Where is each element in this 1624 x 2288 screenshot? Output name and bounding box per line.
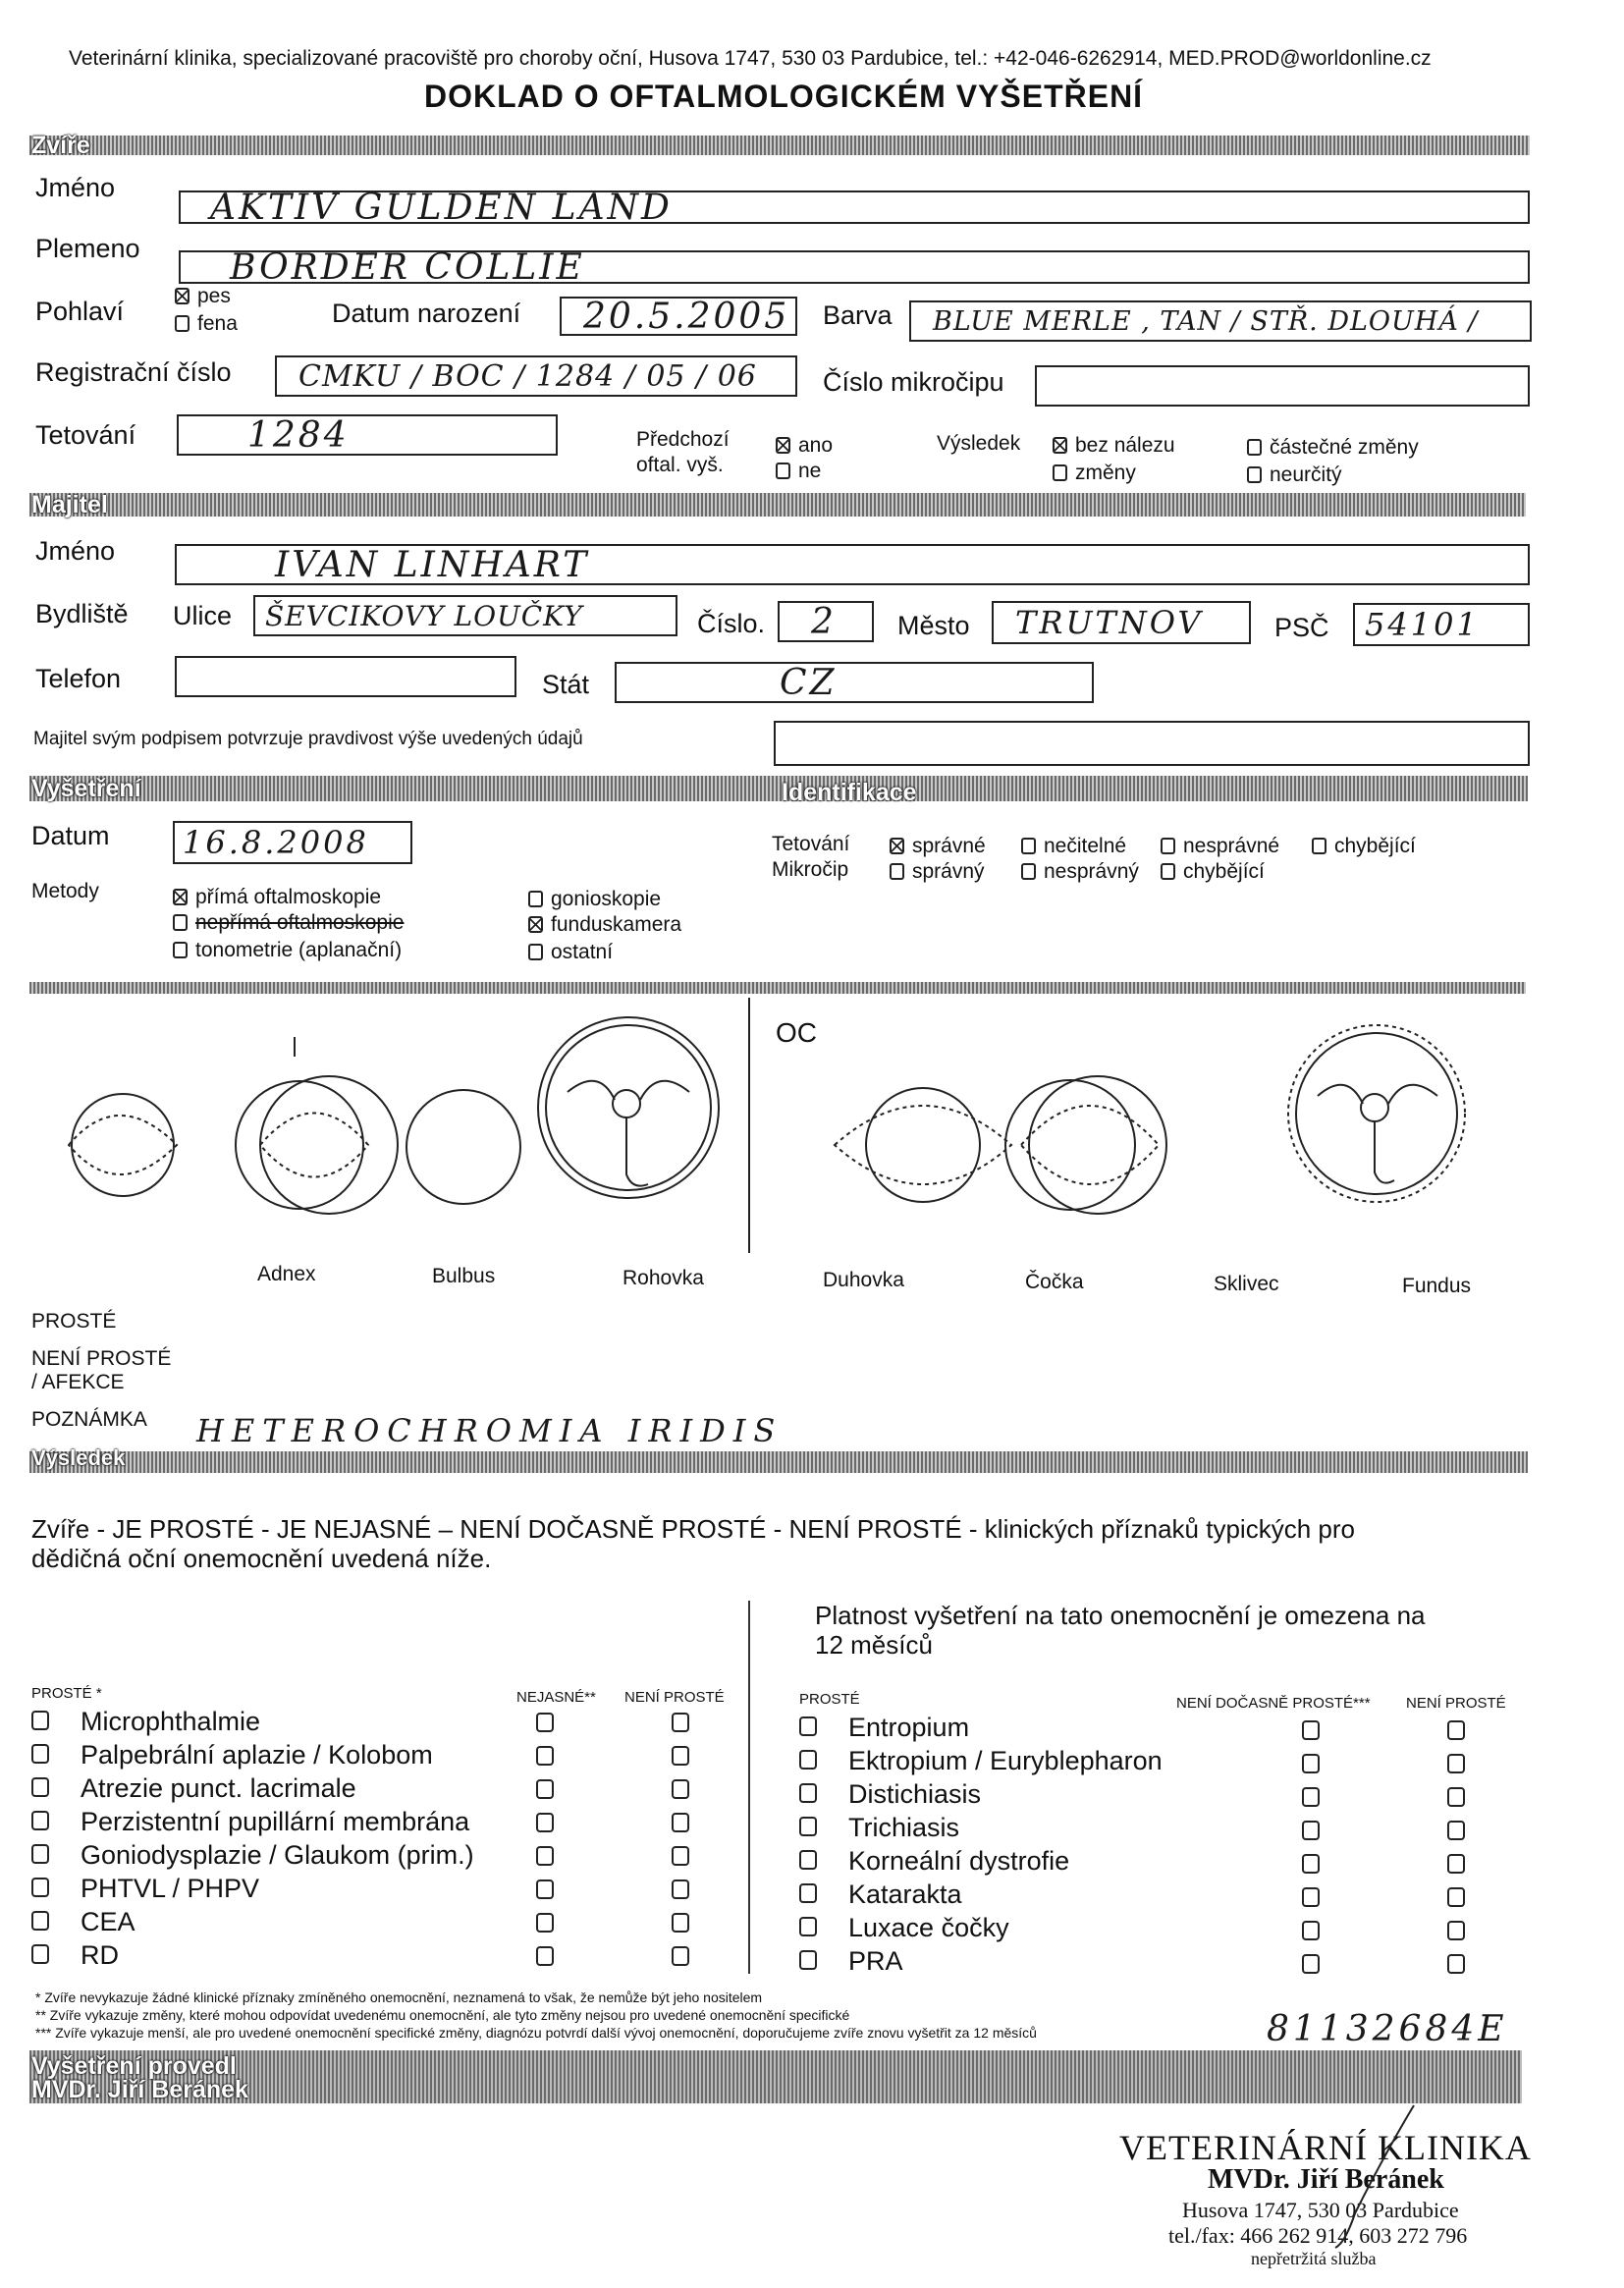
method-other[interactable] (528, 941, 613, 964)
method-tonometry[interactable] (173, 939, 402, 962)
right-fundus-vessels (1318, 1085, 1437, 1183)
rd3-temp[interactable] (1302, 1821, 1320, 1840)
method-direct[interactable] (173, 886, 381, 909)
zip-field[interactable] (1353, 603, 1530, 646)
left-fundus-circle-inner (546, 1025, 711, 1190)
state-field[interactable] (615, 662, 1094, 703)
part-vitreous: Sklivec (1214, 1273, 1279, 1295)
part-fundus: Fundus (1402, 1275, 1472, 1297)
sex-male-option[interactable] (175, 285, 231, 308)
owner-name-label: Jméno (35, 536, 116, 566)
rd5-temp[interactable] (1302, 1887, 1320, 1907)
eye-side-label: OC (776, 1017, 817, 1048)
footnote-1-mark: * (35, 1989, 41, 2005)
ld7-free[interactable] (31, 1944, 49, 1964)
method-funduscamera-text: funduskamera (551, 913, 682, 936)
id-chip-incorrect[interactable] (1021, 860, 1139, 884)
ld3-label: Perzistentní pupillární membrána (81, 1807, 470, 1836)
owner-name-field[interactable] (175, 544, 1530, 585)
result-sentence-1: Zvíře - JE PROSTÉ - JE NEJASNÉ – NENÍ DOČASNĚ PROSTÉ - NENÍ PROSTÉ - klinických příznaků typických pro (31, 1514, 1355, 1544)
rd1-temp[interactable] (1302, 1754, 1320, 1773)
id-tattoo-correct[interactable] (890, 835, 986, 858)
id-chip-label: Mikročip (772, 858, 849, 881)
street-label: Ulice (173, 601, 233, 630)
ld0-unclear[interactable] (536, 1713, 554, 1732)
id-chip-correct[interactable] (890, 860, 985, 884)
rd2-notfree[interactable] (1447, 1787, 1465, 1807)
sex-male-checkbox[interactable] (175, 288, 189, 304)
prev-exam-no-text: ne (798, 460, 822, 482)
method-funduscamera-checkbox[interactable] (528, 916, 543, 933)
id-chip-incorrect-text: nesprávný (1044, 860, 1139, 883)
id-tattoo-missing-checkbox[interactable] (1312, 838, 1326, 854)
clinic-header-line: Veterinární klinika, specializované pracoviště pro choroby oční, Husova 1747, 530 03 Pardubice, tel.: +42-046-6262914, MED.PROD@worldonline.cz (69, 47, 1432, 70)
footnote-2-text: Zvíře vykazuje změny, které mohou odpovídat uvedenému onemocnění, ale tyto změny nejsou pro uvedené onemocnění specifické (49, 2007, 850, 2023)
res-changes-option[interactable] (1053, 462, 1136, 485)
footnote-1-text: Zvíře nevykazuje žádné klinické příznaky zmíněného onemocnění, neznamená to však, že nemůže být jeho nositelem (44, 1989, 763, 2005)
res-none-checkbox[interactable] (1053, 437, 1067, 454)
page-title: DOKLAD O OFTALMOLOGICKÉM VYŠETŘENÍ (424, 79, 1144, 114)
ld0-notfree[interactable] (672, 1713, 689, 1732)
footnote-3 (35, 2025, 1037, 2041)
rd0-label: Entropium (848, 1713, 970, 1742)
method-direct-text: přímá oftalmoskopie (195, 886, 382, 908)
rd5-free[interactable] (799, 1883, 817, 1903)
section-band-exam (29, 775, 1528, 806)
section-band-examiner (29, 2050, 1522, 2103)
id-chip-correct-text: správný (912, 860, 985, 883)
left-eye-diagram (69, 1017, 719, 1214)
document-number: 81132684E (1267, 2009, 1508, 2049)
ld1-notfree[interactable] (672, 1746, 689, 1766)
section-label-animal: Zvíře (31, 132, 90, 159)
sex-label: Pohlaví (35, 297, 125, 326)
stamp-line-4: tel./fax: 466 262 914, 603 272 796 (1168, 2223, 1468, 2248)
method-indirect[interactable] (173, 911, 404, 935)
section-label-result: Výsledek (31, 1445, 126, 1470)
left-adnex-circle (72, 1094, 174, 1196)
ld6-label: CEA (81, 1907, 135, 1936)
id-tattoo-missing-text: chybějící (1334, 835, 1416, 857)
tattoo-value: 1284 (247, 414, 350, 456)
ld6-free[interactable] (31, 1911, 49, 1931)
section-label-exam: Vyšetření (31, 775, 141, 802)
city-field[interactable] (992, 601, 1251, 644)
ld4-free[interactable] (31, 1844, 49, 1864)
sex-female-text: fena (197, 312, 238, 335)
rd4-label: Korneální dystrofie (848, 1846, 1070, 1876)
id-tattoo-missing[interactable] (1312, 835, 1416, 858)
left-header-notfree: NENÍ PROSTÉ (624, 1689, 725, 1706)
res-changes-checkbox[interactable] (1053, 464, 1067, 481)
method-gonioscopy-text: gonioskopie (551, 888, 662, 910)
color-field[interactable] (909, 300, 1532, 342)
rd7-temp[interactable] (1302, 1954, 1320, 1974)
ld3-notfree[interactable] (672, 1813, 689, 1832)
ld2-label: Atrezie punct. lacrimale (81, 1773, 356, 1803)
prev-exam-no-checkbox[interactable] (776, 463, 790, 479)
number-field[interactable] (778, 601, 874, 642)
street-value: ŠEVCIKOVY LOUČKY (265, 599, 583, 632)
section-band-animal (29, 132, 1530, 159)
res-partial-checkbox[interactable] (1247, 439, 1262, 456)
method-indirect-text: nepřímá oftalmoskopie (195, 911, 405, 934)
method-funduscamera[interactable] (528, 913, 681, 937)
id-chip-missing-checkbox[interactable] (1161, 863, 1175, 880)
method-tonometry-checkbox[interactable] (173, 942, 188, 958)
rd3-notfree[interactable] (1447, 1821, 1465, 1840)
ld4-notfree[interactable] (672, 1846, 689, 1866)
ld2-notfree[interactable] (672, 1779, 689, 1799)
city-value: TRUTNOV (1015, 604, 1204, 641)
state-value: CZ (780, 662, 838, 703)
zip-value: 54101 (1365, 606, 1480, 643)
ld1-free[interactable] (31, 1744, 49, 1764)
rd6-free[interactable] (799, 1917, 817, 1936)
method-tonometry-text: tonometrie (aplanační) (195, 939, 403, 961)
id-chip-missing[interactable] (1161, 860, 1265, 884)
rd6-notfree[interactable] (1447, 1921, 1465, 1940)
number-label: Číslo. (697, 609, 766, 638)
part-bulbus: Bulbus (432, 1265, 496, 1287)
breed-value: BORDER COLLIE (230, 246, 585, 288)
part-adnex: Adnex (257, 1263, 316, 1285)
prev-exam-label-2: oftal. vyš. (636, 454, 724, 476)
ld7-notfree[interactable] (672, 1946, 689, 1966)
owner-confirm-text: Majitel svým podpisem potvrzuje pravdivost výše uvedených údajů (33, 729, 583, 749)
ld5-unclear[interactable] (536, 1879, 554, 1899)
dob-field[interactable] (560, 297, 797, 336)
section-label-owner: Majitel (31, 491, 108, 518)
left-fundus-circle (538, 1017, 719, 1198)
ld2-free[interactable] (31, 1777, 49, 1797)
ld6-notfree[interactable] (672, 1913, 689, 1933)
footnote-2 (35, 2007, 849, 2023)
prev-exam-yes[interactable] (776, 434, 833, 458)
ld7-label: RD (81, 1940, 119, 1970)
sex-female-option[interactable] (175, 312, 238, 336)
id-chip-correct-checkbox[interactable] (890, 863, 904, 880)
owner-signature-field[interactable] (774, 721, 1530, 766)
right-header-temp: NENÍ DOČASNĚ PROSTÉ*** (1176, 1695, 1371, 1712)
ld3-free[interactable] (31, 1811, 49, 1830)
res-changes-text: změny (1075, 462, 1136, 484)
result-sentence-2: dědičná oční onemocnění uvedená níže. (31, 1544, 492, 1573)
right-adnex-eyelid (835, 1106, 1011, 1184)
right-iris-circle (866, 1088, 980, 1202)
phone-label: Telefon (35, 664, 122, 693)
rd1-notfree[interactable] (1447, 1754, 1465, 1773)
right-header-notfree: NENÍ PROSTÉ (1406, 1695, 1506, 1712)
rd3-label: Trichiasis (848, 1813, 960, 1842)
rd7-free[interactable] (799, 1950, 817, 1970)
reg-number-field[interactable] (275, 355, 797, 397)
number-value: 2 (811, 601, 837, 642)
section-band-result (29, 1445, 1528, 1473)
section-band-owner (29, 493, 1526, 517)
exam-date-label: Datum (31, 821, 110, 850)
reg-number-value: CMKU / BOC / 1284 / 05 / 06 (298, 358, 757, 394)
rd7-notfree[interactable] (1447, 1954, 1465, 1974)
breed-label: Plemeno (35, 234, 140, 263)
prev-exam-yes-checkbox[interactable] (776, 437, 790, 454)
color-label: Barva (823, 300, 893, 330)
id-chip-incorrect-checkbox[interactable] (1021, 863, 1036, 880)
result-label: Výsledek (937, 432, 1021, 455)
footnote-3-text: Zvíře vykazuje menší, ale pro uvedené onemocnění specifické změny, diagnózu potvrdí další vývoj onemocnění, doporučujeme zvíře znovu vyšetřit za 12 měsíců (55, 2025, 1037, 2041)
prev-exam-no[interactable] (776, 460, 821, 483)
prev-exam-yes-text: ano (798, 434, 834, 457)
part-iris: Duhovka (823, 1269, 904, 1291)
rd1-label: Ektropium / Euryblepharon (848, 1746, 1163, 1775)
method-indirect-checkbox[interactable] (173, 914, 188, 931)
examiner-label: Vyšetření provedl (31, 2052, 237, 2080)
city-label: Město (897, 611, 970, 640)
id-tattoo-incorrect[interactable] (1161, 835, 1279, 858)
ld3-unclear[interactable] (536, 1813, 554, 1832)
res-none-option[interactable] (1053, 434, 1175, 458)
ld4-unclear[interactable] (536, 1846, 554, 1866)
right-eye-diagram (835, 1025, 1465, 1214)
animal-name-label: Jméno (35, 173, 116, 202)
state-label: Stát (542, 670, 590, 699)
left-header-free: PROSTÉ * (31, 1685, 102, 1702)
footnote-2-mark: ** (35, 2007, 46, 2023)
part-cornea: Rohovka (623, 1267, 704, 1289)
left-bulbus-circle (236, 1081, 363, 1209)
validity-text: Platnost vyšetření na tato onemocnění je omezena na (815, 1601, 1426, 1630)
res-partial-option[interactable] (1247, 436, 1419, 460)
id-tattoo-incorrect-text: nesprávné (1183, 835, 1280, 857)
rd5-notfree[interactable] (1447, 1887, 1465, 1907)
left-adnex-eyelid (69, 1116, 177, 1174)
right-lens-circle-2 (1029, 1076, 1166, 1214)
left-fundus-vessels (568, 1081, 689, 1186)
id-tattoo-illegible-checkbox[interactable] (1021, 838, 1036, 854)
ld0-label: Microphthalmie (81, 1707, 261, 1736)
ld0-free[interactable] (31, 1711, 49, 1730)
right-lens-circle (1005, 1080, 1135, 1210)
part-lens: Čočka (1025, 1271, 1084, 1293)
ld7-unclear[interactable] (536, 1946, 554, 1966)
chip-label: Číslo mikročipu (823, 367, 1004, 397)
rd7-label: PRA (848, 1946, 903, 1976)
right-optic-disc (1361, 1094, 1388, 1121)
rd2-free[interactable] (799, 1783, 817, 1803)
ld5-label: PHTVL / PHPV (81, 1874, 260, 1903)
id-tattoo-correct-checkbox[interactable] (890, 838, 904, 854)
methods-label: Metody (31, 880, 99, 902)
rd2-temp[interactable] (1302, 1787, 1320, 1807)
res-uncertain-option[interactable] (1247, 463, 1342, 487)
res-uncertain-text: neurčitý (1270, 463, 1342, 486)
stamp-line-2: MVDr. Jiří Beránek (1208, 2164, 1444, 2195)
stamp-line-1: VETERINÁRNÍ KLINIKA (1119, 2128, 1532, 2167)
ld4-label: Goniodysplazie / Glaukom (prim.) (81, 1840, 474, 1870)
method-direct-checkbox[interactable] (173, 889, 188, 905)
rd3-free[interactable] (799, 1817, 817, 1836)
left-bulbus-circle-2 (260, 1076, 398, 1214)
owner-name-value: IVAN LINHART (275, 544, 590, 585)
ld2-unclear[interactable] (536, 1779, 554, 1799)
exam-affection-label: / AFEKCE (31, 1371, 125, 1393)
animal-name-field[interactable] (179, 187, 1530, 228)
street-field[interactable] (253, 595, 677, 636)
ld1-label: Palpebrální aplazie / Kolobom (81, 1740, 433, 1770)
method-gonioscopy[interactable] (528, 888, 661, 911)
id-tattoo-incorrect-checkbox[interactable] (1161, 838, 1175, 854)
footnote-1 (35, 1989, 762, 2005)
ld5-notfree[interactable] (672, 1879, 689, 1899)
tattoo-label: Tetování (35, 420, 136, 450)
id-tattoo-correct-text: správné (912, 835, 986, 857)
method-gonioscopy-checkbox[interactable] (528, 891, 543, 907)
breed-field[interactable] (179, 246, 1530, 288)
rd4-temp[interactable] (1302, 1854, 1320, 1874)
right-fundus-circle (1296, 1033, 1457, 1194)
phone-field[interactable] (175, 656, 516, 697)
right-bulbus-eyelid (1021, 1106, 1159, 1184)
reg-number-label: Registrační číslo (35, 357, 232, 387)
stamp-line-3: Husova 1747, 530 03 Pardubice (1182, 2198, 1459, 2222)
res-uncertain-checkbox[interactable] (1247, 466, 1262, 483)
address-label: Bydliště (35, 599, 129, 628)
signature-mark (1316, 2096, 1434, 2253)
ld6-unclear[interactable] (536, 1913, 554, 1933)
left-optic-disc (613, 1090, 640, 1117)
rd4-notfree[interactable] (1447, 1854, 1465, 1874)
dob-label: Datum narození (332, 299, 521, 328)
rd6-temp[interactable] (1302, 1921, 1320, 1940)
zip-label: PSČ (1274, 613, 1329, 642)
right-header-free: PROSTÉ (799, 1691, 860, 1708)
section-label-identification: Identifikace (782, 779, 917, 806)
exam-not-free-label[interactable]: NENÍ PROSTÉ (31, 1347, 172, 1370)
method-other-checkbox[interactable] (528, 944, 543, 960)
exam-date-field[interactable] (173, 821, 412, 864)
stamp-line-5: nepřetržitá služba (1251, 2249, 1377, 2268)
rd4-free[interactable] (799, 1850, 817, 1870)
rd2-label: Distichiasis (848, 1779, 982, 1809)
id-tattoo-illegible[interactable] (1021, 835, 1126, 858)
footnote-3-mark: *** (35, 2025, 52, 2041)
sex-female-checkbox[interactable] (175, 315, 189, 332)
animal-name-value: AKTIV GULDEN LAND (210, 187, 673, 228)
examiner-name-label: MVDr. Jiří Beránek (31, 2076, 248, 2103)
prev-exam-label-1: Předchozí (636, 428, 730, 451)
rd0-notfree[interactable] (1447, 1720, 1465, 1740)
exam-note-value: HETEROCHROMIA IRIDIS (196, 1412, 784, 1449)
left-header-unclear: NEJASNÉ** (516, 1689, 596, 1706)
left-cornea-circle (406, 1090, 520, 1204)
exam-note-label: POZNÁMKA (31, 1408, 147, 1431)
dob-value: 20.5.2005 (583, 296, 790, 337)
rd0-temp[interactable] (1302, 1720, 1320, 1740)
res-none-text: bez nálezu (1075, 434, 1175, 457)
ld5-free[interactable] (31, 1878, 49, 1897)
method-other-text: ostatní (551, 941, 614, 963)
rd6-label: Luxace čočky (848, 1913, 1009, 1942)
validity-text-2: 12 měsíců (815, 1630, 933, 1660)
res-partial-text: částečné změny (1270, 436, 1419, 459)
id-tattoo-illegible-text: nečitelné (1044, 835, 1127, 857)
tattoo-field[interactable] (177, 414, 558, 456)
exam-free-label[interactable]: PROSTÉ (31, 1310, 117, 1333)
sex-male-text: pes (197, 285, 231, 307)
section-band-eye-diagram (29, 982, 1526, 994)
id-tattoo-label: Tetování (772, 833, 850, 855)
rd0-free[interactable] (799, 1716, 817, 1736)
color-value: BLUE MERLE , TAN / STŘ. DLOUHÁ / (933, 305, 1479, 337)
result-column-divider (748, 1601, 750, 1974)
left-bulbus-eyelid (260, 1114, 368, 1177)
chip-field[interactable] (1035, 365, 1530, 407)
rd5-label: Katarakta (848, 1879, 962, 1909)
id-chip-missing-text: chybějící (1183, 860, 1265, 883)
exam-date-value: 16.8.2008 (183, 824, 369, 861)
rd1-free[interactable] (799, 1750, 817, 1770)
ld1-unclear[interactable] (536, 1746, 554, 1766)
